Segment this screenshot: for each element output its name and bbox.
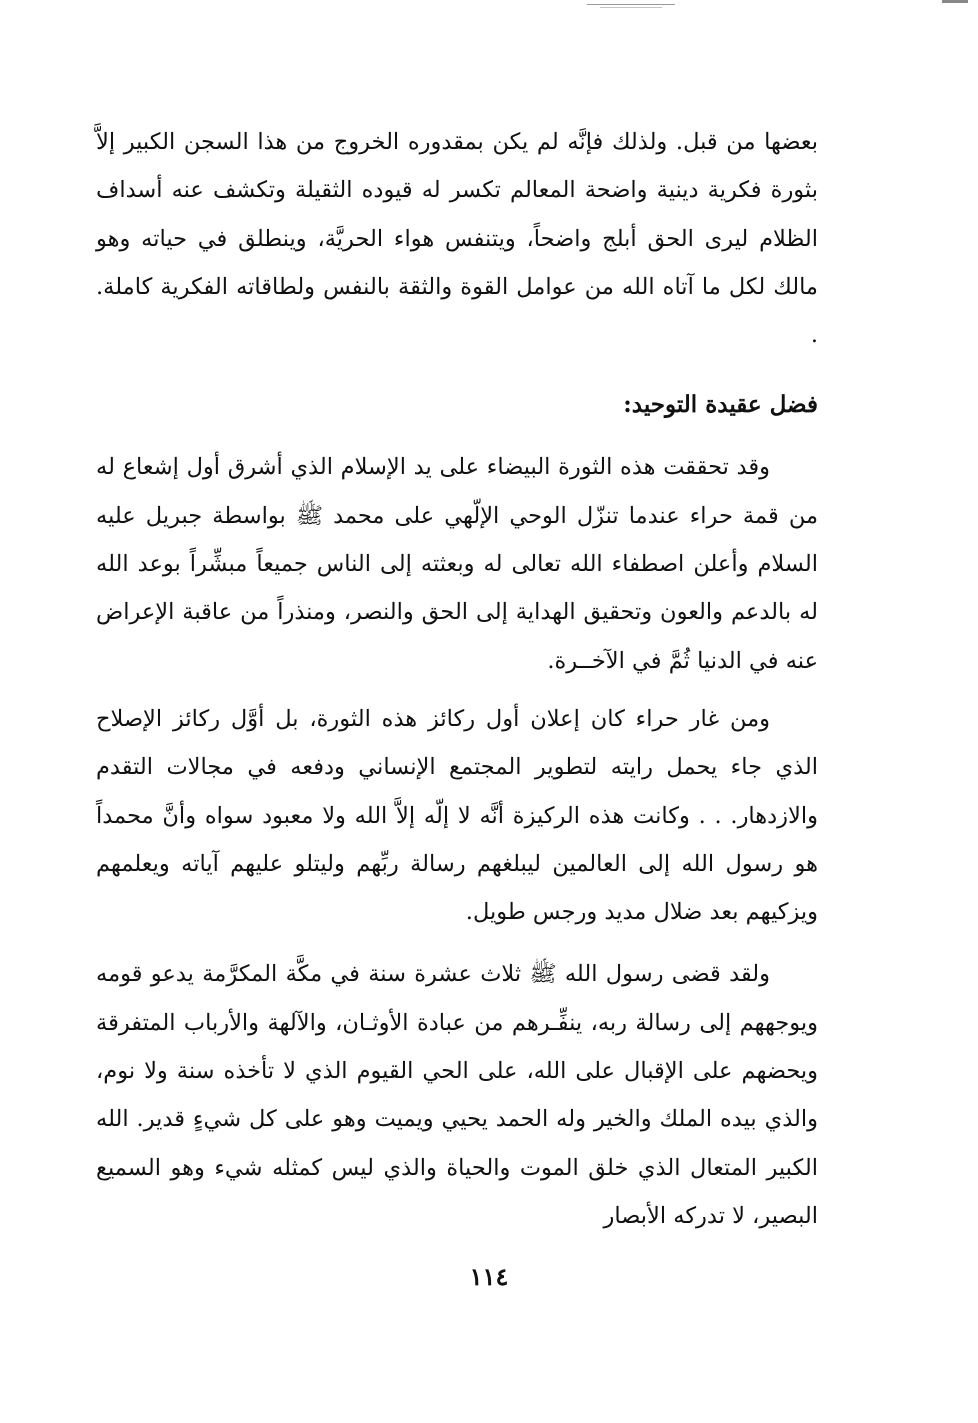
paragraph-3: ومن غار حراء كان إعلان أول ركائز هذه الثورة، بل أوَّل ركائز الإصلاح الذي جاء يحمل رايته لتطوير المجتمع الإنساني ودفعه في مجالات التقدم والازدهار. . . وكانت هذه الركيزة أنَّه لا إلّه إلاَّ الله ولا معبود سواه وأنَّ محمداً هو رسول الله إلى العالمين ليبلغهم رسالة ربِّهم وليتلو عليهم آياته ويعلمهم ويزكيهم بعد ضلال مديد ورجس طويل. — [96, 705, 818, 926]
paragraph-2: وقد تحققت هذه الثورة البيضاء على يد الإسلام الذي أشرق أول إشعاع له من قمة حراء عندما تنزّل الوحي الإلّهي على محمد ﷺ بواسطة جبريل عليه السلام وأعلن اصطفاء الله تعالى له وبعثته إلى الناس جميعاً مبشِّراً بوعد الله له بالدعم والعون وتحقيق الهداية إلى الحق والنصر، ومنذراً من عاقبة الإعراض عنه في الدنيا ثُمَّ في الآخــرة. — [96, 454, 818, 674]
page-number: ١١٤ — [469, 1262, 509, 1291]
paragraph-gap — [96, 685, 818, 695]
top-rule — [587, 4, 675, 5]
section-heading: فضل عقيدة التوحيد: — [623, 391, 818, 419]
page-body — [96, 118, 818, 1240]
paragraph-4: ولقد قضى رسول الله ﷺ ثلاث عشرة سنة في مكَّة المكرَّمة يدعو قومه ويوجههم إلى رسالة ربه، ينفِّـرهم من عبادة الأوثـان، والآلهة والأرباب المتفرقة ويحضهم على الإقبال على الله، على الحي القيوم الذي لا تأخذه سنة ولا نوم، والذي بيده الملك والخير وله الحمد يحيي ويميت وهو على كل شيءٍ قدير. الله الكبير المتعال الذي خلق الموت والحياة والذي ليس كمثله شيء وهو السميع البصير، لا تدركه الأبصار — [96, 961, 818, 1229]
paragraph-gap — [96, 936, 818, 950]
paragraph-1: بعضها من قبل. ولذلك فإنَّه لم يكن بمقدوره الخروج من هذا السجن الكبير إلاَّ بثورة فكرية دينية واضحة المعالم تكسر له قيوده الثقيلة وتكشف عنه أسداف الظلام ليرى الحق أبلج واضحاً، ويتنفس هواء الحريَّة، وينطلق في حياته وهو مالك لكل ما آتاه الله من عوامل القوة والثقة بالنفس ولطاقاته الفكرية كاملة. . — [96, 129, 818, 349]
corner-mark — [942, 0, 968, 3]
top-rule-secondary — [600, 7, 662, 8]
